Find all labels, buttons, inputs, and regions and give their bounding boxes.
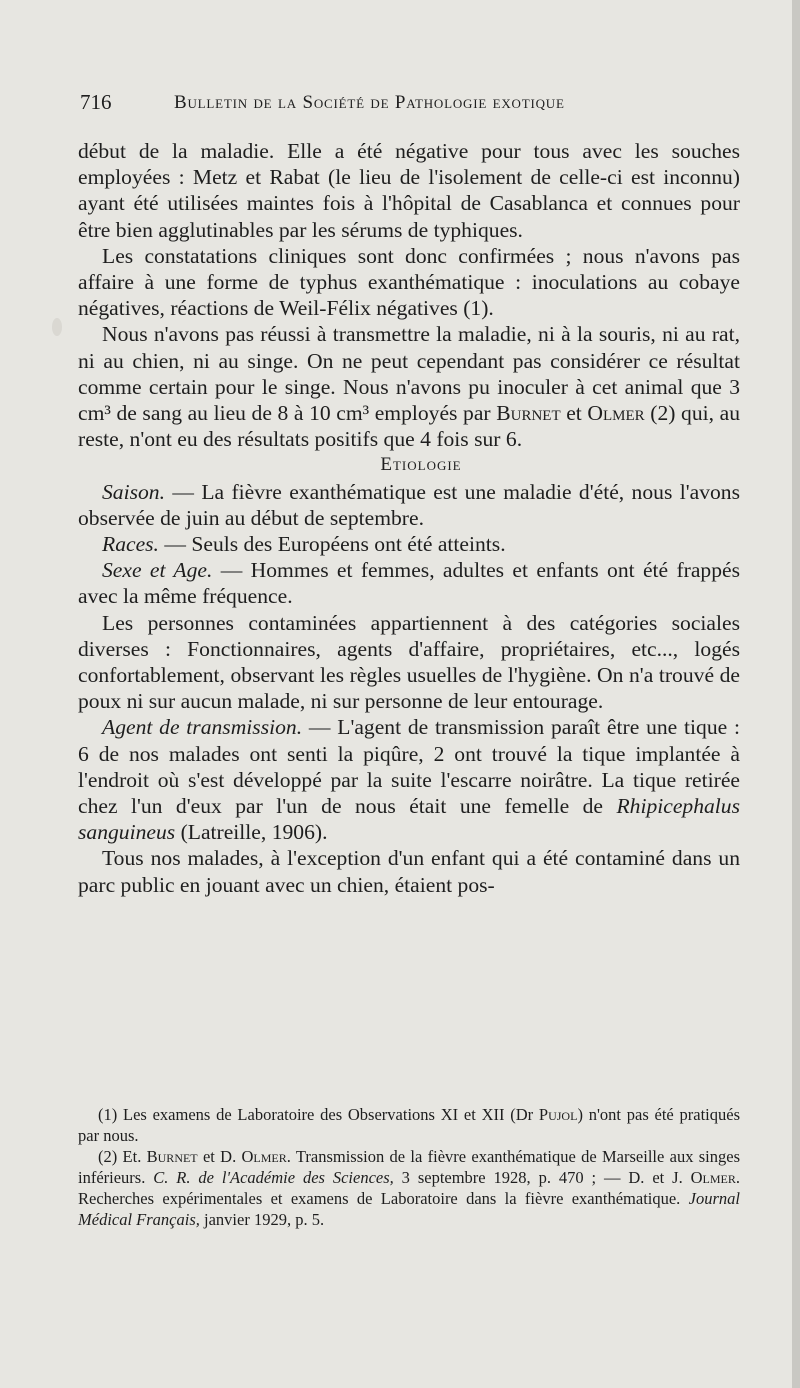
paragraph-sexe-age xyxy=(78,557,740,609)
journal-title: Journal Médical Français, xyxy=(78,1189,740,1229)
paragraph-tous: Tous nos malades, à l'exception d'un enfant qui a été contaminé dans un parc public en jouant avec un chien, étaient pos- xyxy=(78,846,740,897)
author-pujol: Pujol xyxy=(538,1105,578,1124)
run-in-heading: Sexe et Age. xyxy=(102,558,213,583)
footnotes xyxy=(78,1104,740,1230)
section-title: Etiologie xyxy=(380,454,462,476)
text-run: (2) qui, au reste, n'ont eu des résultats positifs que 4 fois sur 6. xyxy=(78,401,740,452)
paragraph-saison xyxy=(78,479,740,531)
page-number: 716 xyxy=(80,90,112,114)
text-run: — Seuls des Européens ont été atteints. xyxy=(158,532,506,557)
text-run: et D. xyxy=(197,1147,242,1166)
text-run: . Recherches expérimentales et examens de Laboratoire dans la fièvre exanthématique. xyxy=(78,1168,740,1208)
species-name: Rhipicephalus sanguineus xyxy=(78,794,740,845)
paragraph-agent xyxy=(78,714,740,845)
paragraph-personnes: Les personnes contaminées appartiennent à des catégories sociales diverses : Fonctionnaires, agents d'affaire, propriétaires, etc..., logés confortablement, observant les règles usuelles de l'hygiène. On n'a trouvé de poux ni sur aucun malade, ni sur personne de leur entourage. xyxy=(78,610,740,714)
author-burnet: Burnet xyxy=(496,401,561,426)
journal-title: C. R. de l'Académie des Sciences, xyxy=(153,1168,394,1187)
text-run: 3 septembre 1928, p. 470 ; — D. et J. xyxy=(393,1168,691,1187)
page-header xyxy=(80,90,740,120)
footnote-2 xyxy=(78,1146,740,1230)
paragraph-continuation: début de la maladie. Elle a été négative pour tous avec les souches employées : Metz et Rabat (le lieu de l'isolement de celle-ci est inconnu) ayant été utilisées maintes fois à l'hôpital de Casablanca et connues pour être bien agglutinables par les sérums de typhiques. xyxy=(78,139,740,242)
text-run: — L'agent de transmission paraît être une tique : 6 de nos malades ont senti la piqûre, 2 ont trouvé la tique implantée à l'endroit où s'est développé par la suite l'escarre noirâtre. La tique retirée chez l'un d'eux par l'un de nous était une femelle de xyxy=(78,715,740,819)
text-run: Nous n'avons pas réussi à transmettre la maladie, ni à la souris, ni au rat, ni au chien, ni au singe. On ne peut cependant pas considérer ce résultat comme certain pour le singe. Nous n'avons pu inoculer à cet animal que 3 cm³ de sang au lieu de 8 à 10 cm³ employés par xyxy=(78,322,740,426)
text-run: (2) Et. xyxy=(98,1147,147,1166)
author-burnet: Burnet xyxy=(146,1147,198,1166)
run-in-heading: Races. xyxy=(102,532,159,557)
page-edge-shadow xyxy=(792,0,800,1388)
paragraph-constatations: Les constatations cliniques sont donc confirmées ; nous n'avons pas affaire à une forme de typhus exanthématique : inoculations au cobaye négatives, réactions de Weil-Félix négatives (1). xyxy=(78,243,740,321)
text-run: ) n'ont pas été pratiqués par nous. xyxy=(78,1105,741,1145)
text-run: . Transmission de la fièvre exanthématique de Marseille aux singes inférieurs. xyxy=(78,1147,741,1187)
author-olmer: Olmer xyxy=(690,1168,736,1187)
run-in-heading: Saison. xyxy=(102,479,165,504)
paragraph-races xyxy=(78,531,740,557)
author-olmer: Olmer xyxy=(587,401,645,426)
paragraph-transmission xyxy=(78,321,740,452)
run-in-heading: Agent de transmission. xyxy=(102,715,303,740)
running-head: Bulletin de la Société de Pathologie exotique xyxy=(174,92,565,113)
footnote-1 xyxy=(78,1104,740,1146)
author-olmer: Olmer xyxy=(241,1147,287,1166)
main-text xyxy=(78,138,740,898)
text-run: et xyxy=(560,401,588,426)
text-run: janvier 1929, p. 5. xyxy=(199,1210,325,1229)
text-run: (Latreille, 1906). xyxy=(175,820,328,845)
page-smudge xyxy=(52,318,62,336)
text-run: — Hommes et femmes, adultes et enfants ont été frappés avec la même fréquence. xyxy=(78,558,740,609)
text-run: (1) Les examens de Laboratoire des Observations XI et XII (Dr xyxy=(98,1105,539,1124)
text-run: — La fièvre exanthématique est une maladie d'été, nous l'avons observée de juin au début de septembre. xyxy=(78,479,740,530)
